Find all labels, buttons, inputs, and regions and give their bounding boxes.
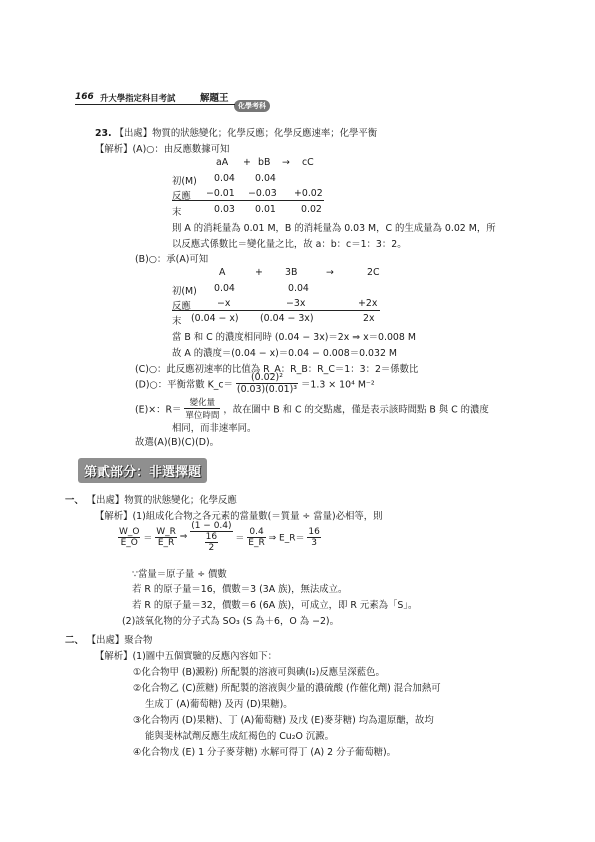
eq-den-nested (190, 532, 232, 553)
t1-cell: −0.03 (248, 188, 277, 199)
q23-topic: 【出處】物質的狀態變化；化學反應；化學反應速率；化學平衡 (114, 128, 378, 139)
series-title: 解題王 (200, 93, 229, 104)
q23-d-prefix: (D)○：平衡常數 K_c＝ (135, 379, 233, 391)
t1-cell: 0.02 (301, 204, 322, 215)
section-banner (78, 458, 207, 483)
eq-frac-r (155, 527, 177, 548)
kc-numerator: (0.02)² (236, 372, 298, 384)
q2-header (65, 632, 152, 646)
q1-a2-text: (2)該氧化物的分子式為 SO₃ (S 為＋6，O 為 −2)。 (122, 616, 339, 627)
eq-den: E_R (248, 537, 265, 548)
t2-eq-2: 3B (285, 267, 298, 278)
t2-label-final: 末 (172, 316, 182, 327)
q23-answer: 故選(A)(B)(C)(D)。 (135, 437, 219, 448)
t1-eq-2: bB (258, 157, 271, 168)
eq-num: W_O (119, 526, 140, 537)
t2-cell: −x (217, 298, 231, 309)
eq-frac-result (307, 527, 320, 548)
eq-sign: ＝ (235, 533, 245, 544)
t2-eq-1: + (255, 267, 263, 278)
rate-numerator: 變化量 (184, 396, 220, 409)
eq-num: W_R (156, 526, 176, 537)
q23-a-prefix: 【解析】(A)○：由反應數據可知 (95, 144, 230, 155)
eq-num: 16 (308, 526, 320, 537)
eq-den: 3 (311, 537, 317, 548)
t1-label-final: 末 (172, 207, 182, 218)
q2-item: ④化合物戊 (E) 1 分子麥芽糖) 水解可得丁 (A) 2 分子葡萄糖)。 (133, 747, 396, 758)
q1-number: 一、 (65, 495, 84, 506)
t2-eq-0: A (219, 267, 226, 278)
section-title: 第貳部分：非選擇題 (84, 465, 202, 480)
t2-cell: (0.04 − 3x) (260, 313, 314, 324)
eq-num: 16 (205, 532, 218, 542)
eq-den: E_R (157, 537, 175, 548)
rate-denominator: 單位時間 (185, 411, 220, 421)
q2-item: 能與斐林試劑反應生成紅褐色的 Cu₂O 沉澱。 (145, 731, 334, 742)
q1-a1-text: 【解析】(1)組成化合物之各元素的當量數(＝質量 ÷ 當量)必相等，則 (95, 511, 383, 522)
t1-eq-4: cC (302, 157, 314, 168)
t1-rule (172, 200, 324, 201)
q23-a-text2: 以反應式係數比＝變化量之比，故 a：b：c＝1：3：2。 (172, 239, 407, 250)
header-rule (75, 104, 235, 105)
t2-eq-3: → (326, 267, 334, 278)
eq-den: E_O (120, 537, 138, 548)
q23-number: 23. (95, 128, 112, 139)
q2-topic: 【出處】聚合物 (86, 635, 153, 646)
t2-cell: 0.04 (288, 283, 309, 294)
q1-case1: 若 R 的原子量＝16，價數＝3 (3A 族)，無法成立。 (132, 584, 348, 595)
q1-case2: 若 R 的原子量＝32，價數＝6 (6A 族)，可成立，即 R 元素為「S」。 (132, 600, 418, 611)
t2-label-initial: 初(M) (172, 286, 197, 297)
t2-cell: (0.04 − x) (191, 313, 239, 324)
q23-d-line (135, 372, 375, 395)
t2-label-change: 反應 (172, 301, 191, 312)
equivalent-equation (118, 521, 321, 553)
eq-frac-inner (205, 532, 218, 553)
q23-header (95, 125, 377, 139)
book-title: 升大學指定科目考試 (100, 93, 176, 103)
eq-num: (1 − 0.4) (191, 521, 232, 531)
q23-e-prefix: (E)×：R＝ (135, 404, 182, 416)
eq-sign: ＝ (143, 533, 153, 544)
q2-number: 二、 (65, 635, 84, 646)
q23-d-result: ＝1.3 × 10⁴ M⁻² (301, 379, 375, 391)
t2-rule (172, 310, 380, 311)
t1-eq-0: aA (216, 157, 229, 168)
t1-label-change: 反應 (172, 191, 191, 202)
q23-c-text: (C)○：此反應初速率的比值為 R_A：R_B：R_C＝1：3：2＝係數比 (135, 364, 419, 375)
q2-item: ①化合物甲 (B)澱粉) 所配製的溶液可與碘(I₂)反應呈深藍色。 (133, 667, 385, 678)
t2-eq-4: 2C (367, 267, 380, 278)
q23-a-text1: 則 A 的消耗量為 0.01 M，B 的消耗量為 0.03 M，C 的生成量為 0.02 M，所 (172, 223, 496, 234)
t2-cell: 0.04 (214, 283, 235, 294)
subject-badge: 化學考科 (234, 100, 270, 112)
t2-cell: +2x (358, 298, 378, 309)
rate-fraction (184, 396, 220, 421)
kc-denominator: (0.03)(0.01)³ (236, 384, 298, 395)
q23-e-rest: ，故在圖中 B 和 C 的交點處，僅是表示該時間點 B 與 C 的濃度 (223, 404, 489, 416)
eq-den: 2 (208, 543, 215, 553)
q2-intro: 【解析】(1)圖中五個實驗的反應內容如下： (95, 651, 278, 662)
eq-frac-compound (190, 521, 232, 553)
t1-cell: +0.02 (294, 188, 323, 199)
t2-cell: −3x (286, 298, 306, 309)
q23-b-prefix: (B)○：承(A)可知 (135, 254, 209, 265)
t1-cell: 0.03 (214, 204, 235, 215)
t1-cell: 0.04 (214, 173, 235, 184)
t1-eq-1: + (243, 157, 251, 168)
t2-cell: 2x (363, 313, 375, 324)
t1-label-initial: 初(M) (172, 176, 197, 187)
eq-num: 0.4 (247, 527, 265, 538)
q2-item: ③化合物丙 (D)果糖)、丁 (A)葡萄糖) 及戊 (E)麥芽糖) 均為還原醣，故均 (133, 715, 434, 726)
q23-b-text2: 故 A 的濃度＝(0.04 − x)＝0.04 − 0.008＝0.032 M (172, 348, 397, 359)
t1-cell: 0.04 (255, 173, 276, 184)
q23-b-text1: 當 B 和 C 的濃度相同時 (0.04 − 3x)＝2x ⇒ x＝0.008 M (172, 332, 416, 343)
implies-arrow: ⇒ E_R＝ (268, 533, 305, 544)
t1-cell: 0.01 (255, 204, 276, 215)
t1-cell: −0.01 (206, 188, 235, 199)
q1-topic: 【出處】物質的狀態變化；化學反應 (86, 495, 237, 506)
t1-eq-3: → (282, 157, 290, 168)
eq-frac-oxygen (118, 527, 140, 548)
q1-since: ∵當量＝原子量 ÷ 價數 (132, 569, 227, 580)
implies-arrow: ⇒ (179, 532, 188, 542)
q2-item: 生成丁 (A)葡萄糖) 及丙 (D)果糖)。 (145, 699, 293, 710)
q2-item: ②化合物乙 (C)蔗糖) 所配製的溶液與少量的濃硫酸 (作催化劑) 混合加熱可 (133, 683, 441, 694)
page-number: 166 (75, 92, 94, 102)
kc-fraction (236, 372, 298, 395)
q23-e-text2: 相同，而非速率同。 (172, 423, 257, 434)
eq-frac-r2 (247, 527, 265, 548)
q23-e-line (135, 396, 489, 421)
q1-header (65, 492, 237, 506)
